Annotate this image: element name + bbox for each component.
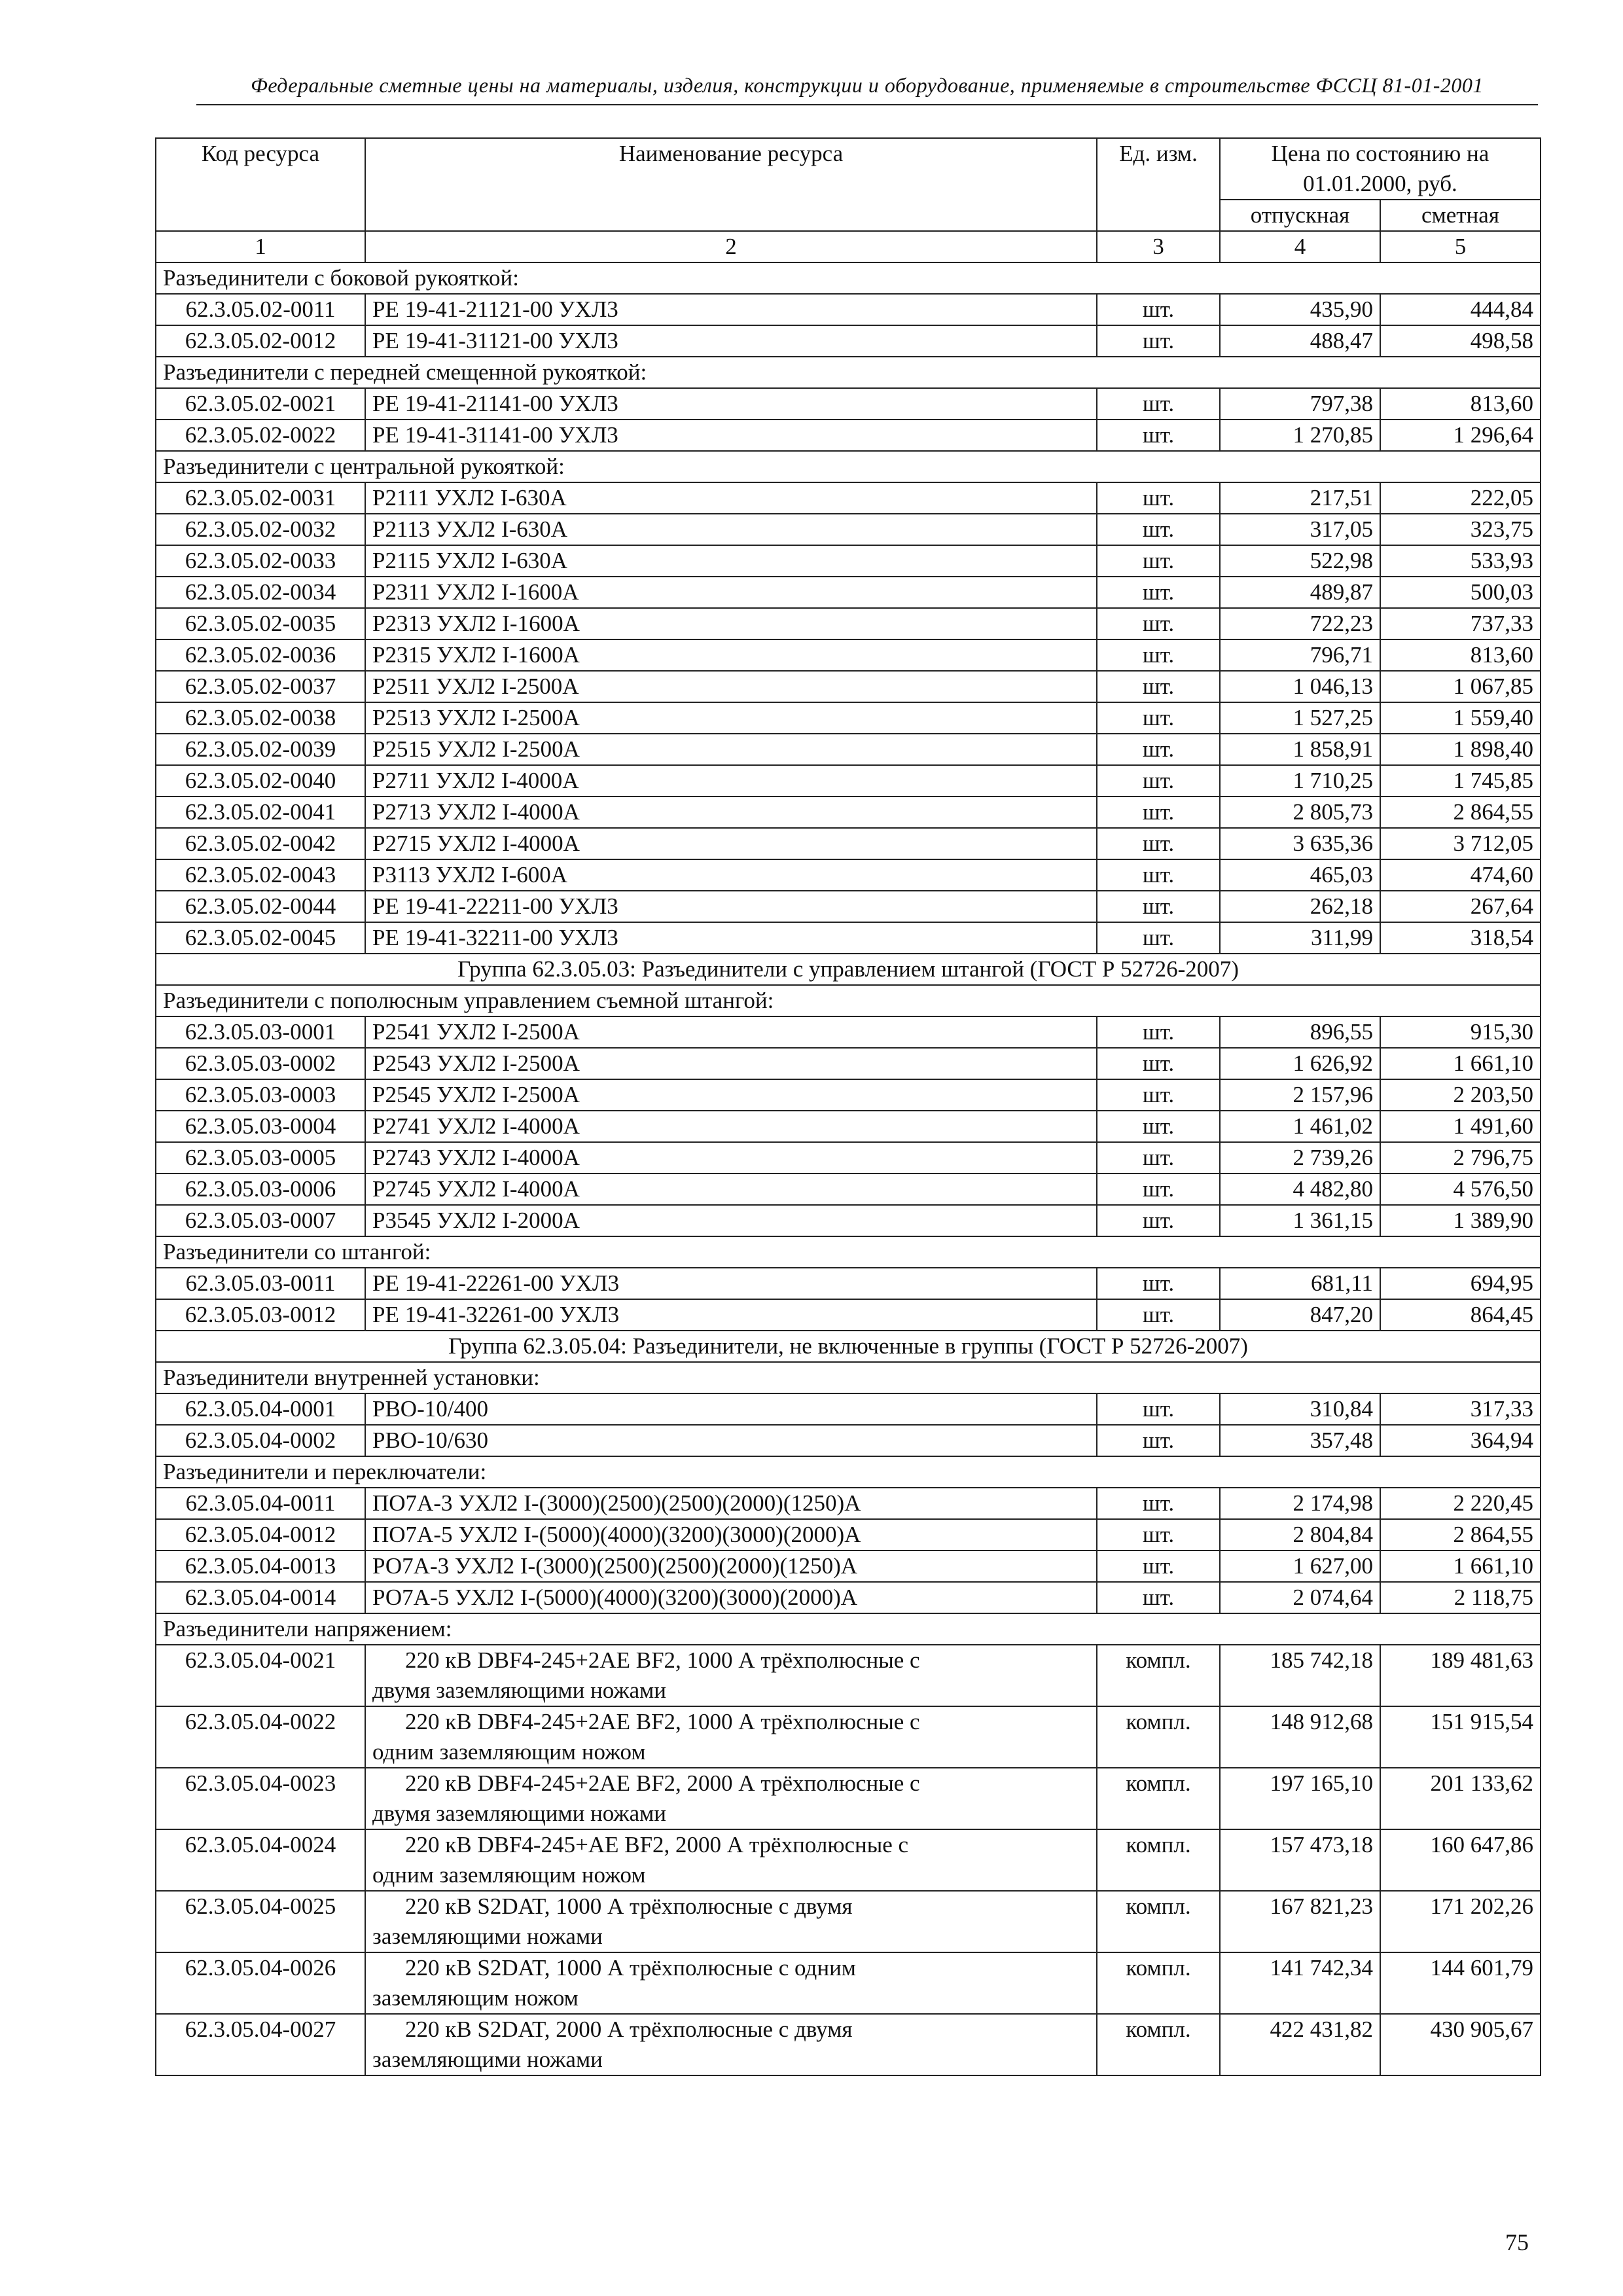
price-release: 1 626,92 [1220, 1048, 1380, 1079]
price-estimate: 222,05 [1380, 482, 1541, 514]
price-estimate: 3 712,05 [1380, 828, 1541, 859]
unit: шт. [1097, 1488, 1220, 1519]
col-number: 2 [365, 231, 1097, 262]
price-release: 1 527,25 [1220, 702, 1380, 734]
header-price: Цена по состоянию на 01.01.2000, руб. [1220, 138, 1541, 200]
price-estimate: 444,84 [1380, 294, 1541, 325]
unit: компл. [1097, 1952, 1220, 2014]
group-title: Группа 62.3.05.03: Разъединители с управлением штангой (ГОСТ Р 52726-2007) [156, 954, 1541, 985]
resource-name: Р2545 УХЛ2 I-2500А [365, 1079, 1097, 1111]
unit: шт. [1097, 702, 1220, 734]
table-row [156, 828, 1541, 859]
price-estimate: 2 796,75 [1380, 1142, 1541, 1174]
resource-code: 62.3.05.03-0006 [156, 1174, 365, 1205]
unit: шт. [1097, 1016, 1220, 1048]
resource-code: 62.3.05.03-0012 [156, 1299, 365, 1331]
price-estimate: 1 296,64 [1380, 420, 1541, 451]
resource-name-line2: одним заземляющим ножом [372, 1739, 646, 1765]
price-release: 1 361,15 [1220, 1205, 1380, 1236]
resource-code: 62.3.05.04-0011 [156, 1488, 365, 1519]
price-release: 847,20 [1220, 1299, 1380, 1331]
subgroup-title: Разъединители с пополюсным управлением съемной штангой: [156, 985, 1541, 1016]
header-unit: Ед. изм. [1097, 138, 1220, 231]
unit: шт. [1097, 545, 1220, 577]
unit: шт. [1097, 828, 1220, 859]
unit: компл. [1097, 1768, 1220, 1829]
resource-name: Р2745 УХЛ2 I-4000А [365, 1174, 1097, 1205]
unit: шт. [1097, 639, 1220, 671]
table-row [156, 1425, 1541, 1456]
price-estimate: 737,33 [1380, 608, 1541, 639]
resource-code: 62.3.05.02-0039 [156, 734, 365, 765]
unit: шт. [1097, 482, 1220, 514]
price-release: 185 742,18 [1220, 1645, 1380, 1706]
price-release: 522,98 [1220, 545, 1380, 577]
price-release: 311,99 [1220, 922, 1380, 954]
resource-code: 62.3.05.02-0036 [156, 639, 365, 671]
price-release: 262,18 [1220, 891, 1380, 922]
unit: шт. [1097, 608, 1220, 639]
resource-name: Р2713 УХЛ2 I-4000А [365, 797, 1097, 828]
price-release: 167 821,23 [1220, 1891, 1380, 1952]
price-estimate: 1 067,85 [1380, 671, 1541, 702]
price-release: 896,55 [1220, 1016, 1380, 1048]
price-estimate: 364,94 [1380, 1425, 1541, 1456]
table-row [156, 1891, 1541, 1952]
table-row [156, 1016, 1541, 1048]
resource-name: РВО-10/400 [365, 1393, 1097, 1425]
price-estimate: 4 576,50 [1380, 1174, 1541, 1205]
resource-name: Р3545 УХЛ2 I-2000А [365, 1205, 1097, 1236]
price-release: 197 165,10 [1220, 1768, 1380, 1829]
resource-name: Р2711 УХЛ2 I-4000А [365, 765, 1097, 797]
subgroup-title: Разъединители с передней смещенной рукояткой: [156, 357, 1541, 388]
price-estimate: 500,03 [1380, 577, 1541, 608]
unit: шт. [1097, 765, 1220, 797]
unit: шт. [1097, 1551, 1220, 1582]
price-estimate: 201 133,62 [1380, 1768, 1541, 1829]
resource-name: Р2511 УХЛ2 I-2500А [365, 671, 1097, 702]
price-estimate: 1 491,60 [1380, 1111, 1541, 1142]
resource-name: Р2543 УХЛ2 I-2500А [365, 1048, 1097, 1079]
price-release: 2 174,98 [1220, 1488, 1380, 1519]
price-release: 465,03 [1220, 859, 1380, 891]
resource-code: 62.3.05.02-0037 [156, 671, 365, 702]
table-row [156, 1706, 1541, 1768]
price-estimate: 267,64 [1380, 891, 1541, 922]
resource-name-line2: двумя заземляющими ножами [372, 1801, 667, 1826]
resource-name: Р2313 УХЛ2 I-1600А [365, 608, 1097, 639]
price-estimate: 1 559,40 [1380, 702, 1541, 734]
unit: шт. [1097, 1205, 1220, 1236]
resource-name-line2: заземляющими ножами [372, 2047, 603, 2072]
resource-name: Р2715 УХЛ2 I-4000А [365, 828, 1097, 859]
unit: шт. [1097, 1393, 1220, 1425]
price-estimate: 318,54 [1380, 922, 1541, 954]
price-estimate: 813,60 [1380, 388, 1541, 420]
resource-name-line2: одним заземляющим ножом [372, 1862, 646, 1888]
price-release: 422 431,82 [1220, 2014, 1380, 2075]
price-estimate: 2 118,75 [1380, 1582, 1541, 1613]
resource-name [365, 1952, 1097, 2014]
table-row [156, 891, 1541, 922]
resource-name-line1: 220 кВ DBF4-245+AE BF2, 2000 А трёхполюсные с [405, 1832, 909, 1857]
resource-name: Р2311 УХЛ2 I-1600А [365, 577, 1097, 608]
price-estimate: 2 864,55 [1380, 797, 1541, 828]
table-row [156, 294, 1541, 325]
table-row [156, 639, 1541, 671]
unit: шт. [1097, 325, 1220, 357]
price-estimate: 151 915,54 [1380, 1706, 1541, 1768]
price-estimate: 317,33 [1380, 1393, 1541, 1425]
table-row [156, 1952, 1541, 2014]
resource-name: РЕ 19-41-21141-00 УХЛ3 [365, 388, 1097, 420]
table-row [156, 1174, 1541, 1205]
resource-name-line2: заземляющим ножом [372, 1985, 579, 2011]
header-price-release: отпускная [1220, 200, 1380, 231]
table-row [156, 1299, 1541, 1331]
subgroup-title: Разъединители напряжением: [156, 1613, 1541, 1645]
table-row [156, 420, 1541, 451]
price-release: 2 074,64 [1220, 1582, 1380, 1613]
subgroup-row [156, 1236, 1541, 1268]
unit: шт. [1097, 1111, 1220, 1142]
table-row [156, 734, 1541, 765]
table-row [156, 482, 1541, 514]
resource-name-line2: двумя заземляющими ножами [372, 1677, 667, 1703]
price-estimate: 171 202,26 [1380, 1891, 1541, 1952]
resource-code: 62.3.05.04-0025 [156, 1891, 365, 1952]
price-release: 148 912,68 [1220, 1706, 1380, 1768]
price-release: 1 627,00 [1220, 1551, 1380, 1582]
col-number: 5 [1380, 231, 1541, 262]
price-release: 2 805,73 [1220, 797, 1380, 828]
price-estimate: 189 481,63 [1380, 1645, 1541, 1706]
price-release: 1 461,02 [1220, 1111, 1380, 1142]
resource-name: РВО-10/630 [365, 1425, 1097, 1456]
unit: шт. [1097, 1425, 1220, 1456]
resource-code: 62.3.05.04-0021 [156, 1645, 365, 1706]
unit: шт. [1097, 1048, 1220, 1079]
header-name: Наименование ресурса [365, 138, 1097, 231]
price-estimate: 2 864,55 [1380, 1519, 1541, 1551]
resource-name [365, 1829, 1097, 1891]
table-row [156, 1048, 1541, 1079]
price-release: 3 635,36 [1220, 828, 1380, 859]
resource-code: 62.3.05.02-0035 [156, 608, 365, 639]
page-number: 75 [1505, 2229, 1529, 2255]
unit: шт. [1097, 420, 1220, 451]
price-release: 1 046,13 [1220, 671, 1380, 702]
unit: компл. [1097, 1829, 1220, 1891]
resource-name-line1: 220 кВ S2DAT, 1000 А трёхполюсные с двумя [405, 1893, 853, 1919]
price-release: 157 473,18 [1220, 1829, 1380, 1891]
unit: шт. [1097, 1142, 1220, 1174]
resource-code: 62.3.05.02-0042 [156, 828, 365, 859]
resource-code: 62.3.05.04-0022 [156, 1706, 365, 1768]
resource-name: РЕ 19-41-31121-00 УХЛ3 [365, 325, 1097, 357]
resource-code: 62.3.05.04-0027 [156, 2014, 365, 2075]
price-release: 2 157,96 [1220, 1079, 1380, 1111]
resource-name: ПО7А-5 УХЛ2 I-(5000)(4000)(3200)(3000)(2000)А [365, 1519, 1097, 1551]
resource-name-line1: 220 кВ S2DAT, 1000 А трёхполюсные с одним [405, 1955, 856, 1981]
resource-code: 62.3.05.02-0033 [156, 545, 365, 577]
table-row [156, 325, 1541, 357]
resource-name [365, 2014, 1097, 2075]
resource-name: Р2743 УХЛ2 I-4000А [365, 1142, 1097, 1174]
price-estimate: 144 601,79 [1380, 1952, 1541, 2014]
price-release: 2 739,26 [1220, 1142, 1380, 1174]
group-row [156, 954, 1541, 985]
price-estimate: 533,93 [1380, 545, 1541, 577]
unit: шт. [1097, 294, 1220, 325]
price-release: 435,90 [1220, 294, 1380, 325]
resource-name-line1: 220 кВ S2DAT, 2000 А трёхполюсные с двумя [405, 2017, 853, 2042]
price-release: 681,11 [1220, 1268, 1380, 1299]
price-estimate: 915,30 [1380, 1016, 1541, 1048]
table-row [156, 702, 1541, 734]
unit: шт. [1097, 1079, 1220, 1111]
resource-code: 62.3.05.04-0002 [156, 1425, 365, 1456]
resource-code: 62.3.05.02-0012 [156, 325, 365, 357]
resource-name: РЕ 19-41-22261-00 УХЛ3 [365, 1268, 1097, 1299]
resource-name [365, 1891, 1097, 1952]
resource-code: 62.3.05.03-0007 [156, 1205, 365, 1236]
resource-code: 62.3.05.02-0011 [156, 294, 365, 325]
unit: компл. [1097, 1706, 1220, 1768]
unit: компл. [1097, 2014, 1220, 2075]
subgroup-title: Разъединители с центральной рукояткой: [156, 451, 1541, 482]
resource-code: 62.3.05.03-0005 [156, 1142, 365, 1174]
resource-code: 62.3.05.02-0040 [156, 765, 365, 797]
unit: шт. [1097, 1268, 1220, 1299]
unit: шт. [1097, 1174, 1220, 1205]
resource-code: 62.3.05.03-0002 [156, 1048, 365, 1079]
resource-code: 62.3.05.03-0011 [156, 1268, 365, 1299]
price-estimate: 2 220,45 [1380, 1488, 1541, 1519]
price-estimate: 1 745,85 [1380, 765, 1541, 797]
table-row [156, 388, 1541, 420]
table-row [156, 1111, 1541, 1142]
price-release: 4 482,80 [1220, 1174, 1380, 1205]
col-number: 1 [156, 231, 365, 262]
price-release: 357,48 [1220, 1425, 1380, 1456]
table-row [156, 1551, 1541, 1582]
resource-code: 62.3.05.02-0045 [156, 922, 365, 954]
subgroup-row [156, 1362, 1541, 1393]
unit: шт. [1097, 1519, 1220, 1551]
price-release: 488,47 [1220, 325, 1380, 357]
table-row [156, 1393, 1541, 1425]
unit: шт. [1097, 1299, 1220, 1331]
price-estimate: 430 905,67 [1380, 2014, 1541, 2075]
unit: шт. [1097, 388, 1220, 420]
resource-name-line1: 220 кВ DBF4-245+2AE BF2, 2000 А трёхполюсные с [405, 1770, 920, 1796]
unit: шт. [1097, 1582, 1220, 1613]
subgroup-title: Разъединители со штангой: [156, 1236, 1541, 1268]
resource-name: ПО7А-3 УХЛ2 I-(3000)(2500)(2500)(2000)(1250)А [365, 1488, 1097, 1519]
table-row [156, 859, 1541, 891]
table-row [156, 1519, 1541, 1551]
subgroup-title: Разъединители и переключатели: [156, 1456, 1541, 1488]
resource-name: РЕ 19-41-21121-00 УХЛ3 [365, 294, 1097, 325]
resource-code: 62.3.05.04-0012 [156, 1519, 365, 1551]
resource-code: 62.3.05.03-0004 [156, 1111, 365, 1142]
resource-code: 62.3.05.03-0001 [156, 1016, 365, 1048]
unit: шт. [1097, 797, 1220, 828]
price-estimate: 694,95 [1380, 1268, 1541, 1299]
resource-name: Р2513 УХЛ2 I-2500А [365, 702, 1097, 734]
resource-code: 62.3.05.04-0001 [156, 1393, 365, 1425]
price-estimate: 1 389,90 [1380, 1205, 1541, 1236]
table-row [156, 765, 1541, 797]
table-row [156, 608, 1541, 639]
table-row [156, 2014, 1541, 2075]
header-code: Код ресурса [156, 138, 365, 231]
table-header [156, 138, 1541, 262]
resource-code: 62.3.05.02-0041 [156, 797, 365, 828]
price-estimate: 323,75 [1380, 514, 1541, 545]
subgroup-row [156, 1613, 1541, 1645]
price-estimate: 813,60 [1380, 639, 1541, 671]
table-row [156, 545, 1541, 577]
price-release: 310,84 [1220, 1393, 1380, 1425]
unit: шт. [1097, 671, 1220, 702]
table-row [156, 514, 1541, 545]
unit: шт. [1097, 734, 1220, 765]
table-row [156, 1768, 1541, 1829]
resource-code: 62.3.05.04-0013 [156, 1551, 365, 1582]
col-number: 4 [1220, 231, 1380, 262]
resource-name: Р2515 УХЛ2 I-2500А [365, 734, 1097, 765]
price-release: 2 804,84 [1220, 1519, 1380, 1551]
resource-code: 62.3.05.02-0031 [156, 482, 365, 514]
resource-name: РЕ 19-41-32261-00 УХЛ3 [365, 1299, 1097, 1331]
col-number: 3 [1097, 231, 1220, 262]
price-release: 722,23 [1220, 608, 1380, 639]
resource-name [365, 1768, 1097, 1829]
unit: шт. [1097, 514, 1220, 545]
resource-name: Р3113 УХЛ2 I-600А [365, 859, 1097, 891]
unit: компл. [1097, 1891, 1220, 1952]
price-estimate: 498,58 [1380, 325, 1541, 357]
table-row [156, 797, 1541, 828]
resource-code: 62.3.05.02-0034 [156, 577, 365, 608]
subgroup-row [156, 262, 1541, 294]
subgroup-title: Разъединители с боковой рукояткой: [156, 262, 1541, 294]
unit: шт. [1097, 922, 1220, 954]
resource-code: 62.3.05.04-0014 [156, 1582, 365, 1613]
price-release: 1 858,91 [1220, 734, 1380, 765]
price-release: 797,38 [1220, 388, 1380, 420]
table-row [156, 1268, 1541, 1299]
resource-name: Р2541 УХЛ2 I-2500А [365, 1016, 1097, 1048]
resource-name: Р2741 УХЛ2 I-4000А [365, 1111, 1097, 1142]
resource-name: Р2111 УХЛ2 I-630А [365, 482, 1097, 514]
table-row [156, 1829, 1541, 1891]
unit: шт. [1097, 577, 1220, 608]
price-estimate: 160 647,86 [1380, 1829, 1541, 1891]
table-row [156, 1488, 1541, 1519]
resource-name-line1: 220 кВ DBF4-245+2AE BF2, 1000 А трёхполюсные с [405, 1709, 920, 1734]
price-estimate: 1 898,40 [1380, 734, 1541, 765]
unit: шт. [1097, 859, 1220, 891]
price-table [155, 137, 1541, 2076]
group-row [156, 1331, 1541, 1362]
resource-code: 62.3.05.02-0038 [156, 702, 365, 734]
price-release: 489,87 [1220, 577, 1380, 608]
price-estimate: 864,45 [1380, 1299, 1541, 1331]
page-header: Федеральные сметные цены на материалы, изделия, конструкции и оборудование, применяемые в строительстве ФССЦ 81-01-2001 [196, 73, 1538, 105]
header-price-estimate: сметная [1380, 200, 1541, 231]
resource-code: 62.3.05.02-0021 [156, 388, 365, 420]
resource-name [365, 1645, 1097, 1706]
table-row [156, 1645, 1541, 1706]
resource-name-line1: 220 кВ DBF4-245+2AE BF2, 1000 А трёхполюсные с [405, 1647, 920, 1673]
table-row [156, 577, 1541, 608]
resource-name: Р2115 УХЛ2 I-630А [365, 545, 1097, 577]
resource-code: 62.3.05.04-0023 [156, 1768, 365, 1829]
price-estimate: 2 203,50 [1380, 1079, 1541, 1111]
group-title: Группа 62.3.05.04: Разъединители, не включенные в группы (ГОСТ Р 52726-2007) [156, 1331, 1541, 1362]
price-release: 317,05 [1220, 514, 1380, 545]
resource-code: 62.3.05.04-0024 [156, 1829, 365, 1891]
resource-name: Р2315 УХЛ2 I-1600А [365, 639, 1097, 671]
resource-name: РЕ 19-41-31141-00 УХЛ3 [365, 420, 1097, 451]
table-row [156, 671, 1541, 702]
resource-code: 62.3.05.03-0003 [156, 1079, 365, 1111]
resource-code: 62.3.05.02-0022 [156, 420, 365, 451]
price-estimate: 474,60 [1380, 859, 1541, 891]
table-body [156, 262, 1541, 2075]
price-estimate: 1 661,10 [1380, 1551, 1541, 1582]
subgroup-title: Разъединители внутренней установки: [156, 1362, 1541, 1393]
table-row [156, 922, 1541, 954]
subgroup-row [156, 1456, 1541, 1488]
resource-code: 62.3.05.04-0026 [156, 1952, 365, 2014]
price-release: 141 742,34 [1220, 1952, 1380, 2014]
resource-code: 62.3.05.02-0043 [156, 859, 365, 891]
price-release: 796,71 [1220, 639, 1380, 671]
resource-name: Р2113 УХЛ2 I-630А [365, 514, 1097, 545]
table-row [156, 1079, 1541, 1111]
resource-name-line2: заземляющими ножами [372, 1924, 603, 1949]
resource-name: РО7А-5 УХЛ2 I-(5000)(4000)(3200)(3000)(2000)А [365, 1582, 1097, 1613]
price-estimate: 1 661,10 [1380, 1048, 1541, 1079]
resource-name [365, 1706, 1097, 1768]
table-row [156, 1205, 1541, 1236]
price-release: 217,51 [1220, 482, 1380, 514]
resource-name: РЕ 19-41-32211-00 УХЛ3 [365, 922, 1097, 954]
table-row [156, 1582, 1541, 1613]
unit: компл. [1097, 1645, 1220, 1706]
price-release: 1 710,25 [1220, 765, 1380, 797]
resource-code: 62.3.05.02-0044 [156, 891, 365, 922]
resource-name: РЕ 19-41-22211-00 УХЛ3 [365, 891, 1097, 922]
subgroup-row [156, 451, 1541, 482]
subgroup-row [156, 357, 1541, 388]
subgroup-row [156, 985, 1541, 1016]
unit: шт. [1097, 891, 1220, 922]
resource-name: РО7А-3 УХЛ2 I-(3000)(2500)(2500)(2000)(1250)А [365, 1551, 1097, 1582]
resource-code: 62.3.05.02-0032 [156, 514, 365, 545]
price-release: 1 270,85 [1220, 420, 1380, 451]
table-row [156, 1142, 1541, 1174]
